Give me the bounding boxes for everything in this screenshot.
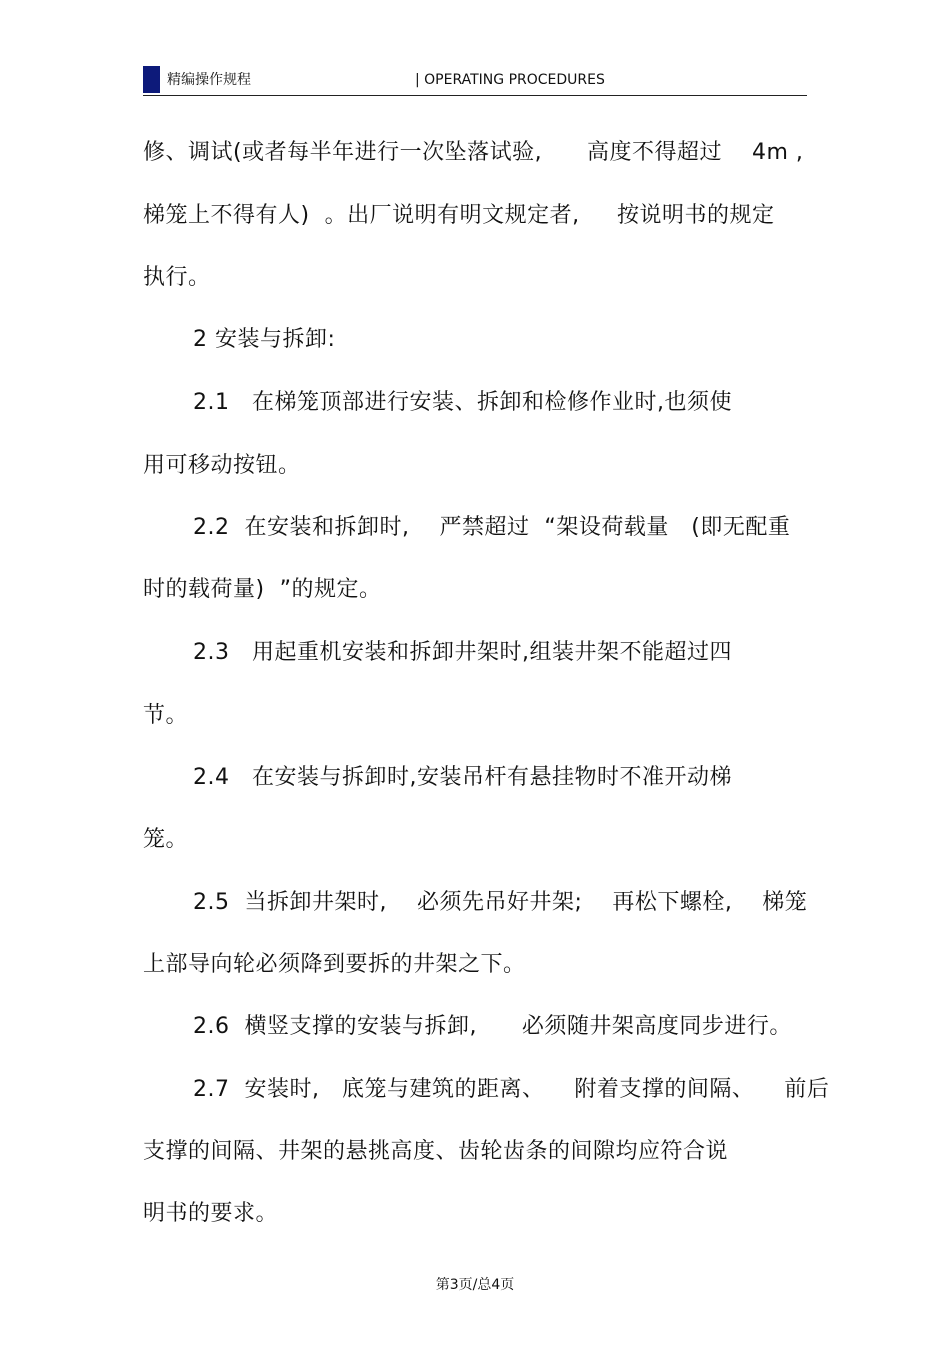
page-number: 第3页/总4页: [435, 1277, 515, 1293]
text-line: 2.7 安装时, 底笼与建筑的距离、 附着支撑的间隔、 前后: [193, 1077, 830, 1102]
header-title: 精编操作规程: [167, 72, 251, 88]
text-line: 梯笼上不得有人) 。出厂说明有明文规定者, 按说明书的规定: [143, 203, 775, 228]
text-line: 上部导向轮必须降到要拆的井架之下。: [143, 952, 526, 977]
text-line: 2.2 在安装和拆卸时, 严禁超过 “架设荷载量 (即无配重: [193, 515, 791, 540]
text-line: 修、调试(或者每半年进行一次坠落试验, 高度不得超过 4m ,: [143, 140, 804, 165]
text-line: 2.5 当拆卸井架时, 必须先吊好井架; 再松下螺栓, 梯笼: [193, 890, 808, 915]
text-line: 2.4 在安装与拆卸时,安装吊杆有悬挂物时不准开动梯: [193, 765, 732, 790]
text-line: 明书的要求。: [143, 1201, 279, 1226]
text-line: 2.6 横竖支撑的安装与拆卸, 必须随井架高度同步进行。: [193, 1014, 792, 1039]
text-line: 节。: [143, 703, 189, 728]
header-divider: [143, 95, 807, 96]
text-line: 2.3 用起重机安装和拆卸井架时,组装井架不能超过四: [193, 640, 732, 665]
text-line: 用可移动按钮。: [143, 453, 301, 478]
header-subtitle: | OPERATING PROCEDURES: [415, 72, 605, 88]
text-line: 笼。: [143, 827, 189, 852]
text-line: 2.1 在梯笼顶部进行安装、拆卸和检修作业时,也须使: [193, 390, 732, 415]
text-line: 支撑的间隔、井架的悬挑高度、齿轮齿条的间隙均应符合说: [143, 1139, 729, 1164]
logo-icon: [143, 66, 160, 93]
text-line: 执行。: [143, 265, 211, 290]
section-heading: 2 安装与拆卸:: [193, 327, 336, 352]
text-line: 时的载荷量) ”的规定。: [143, 577, 382, 602]
page-header: [143, 66, 807, 96]
